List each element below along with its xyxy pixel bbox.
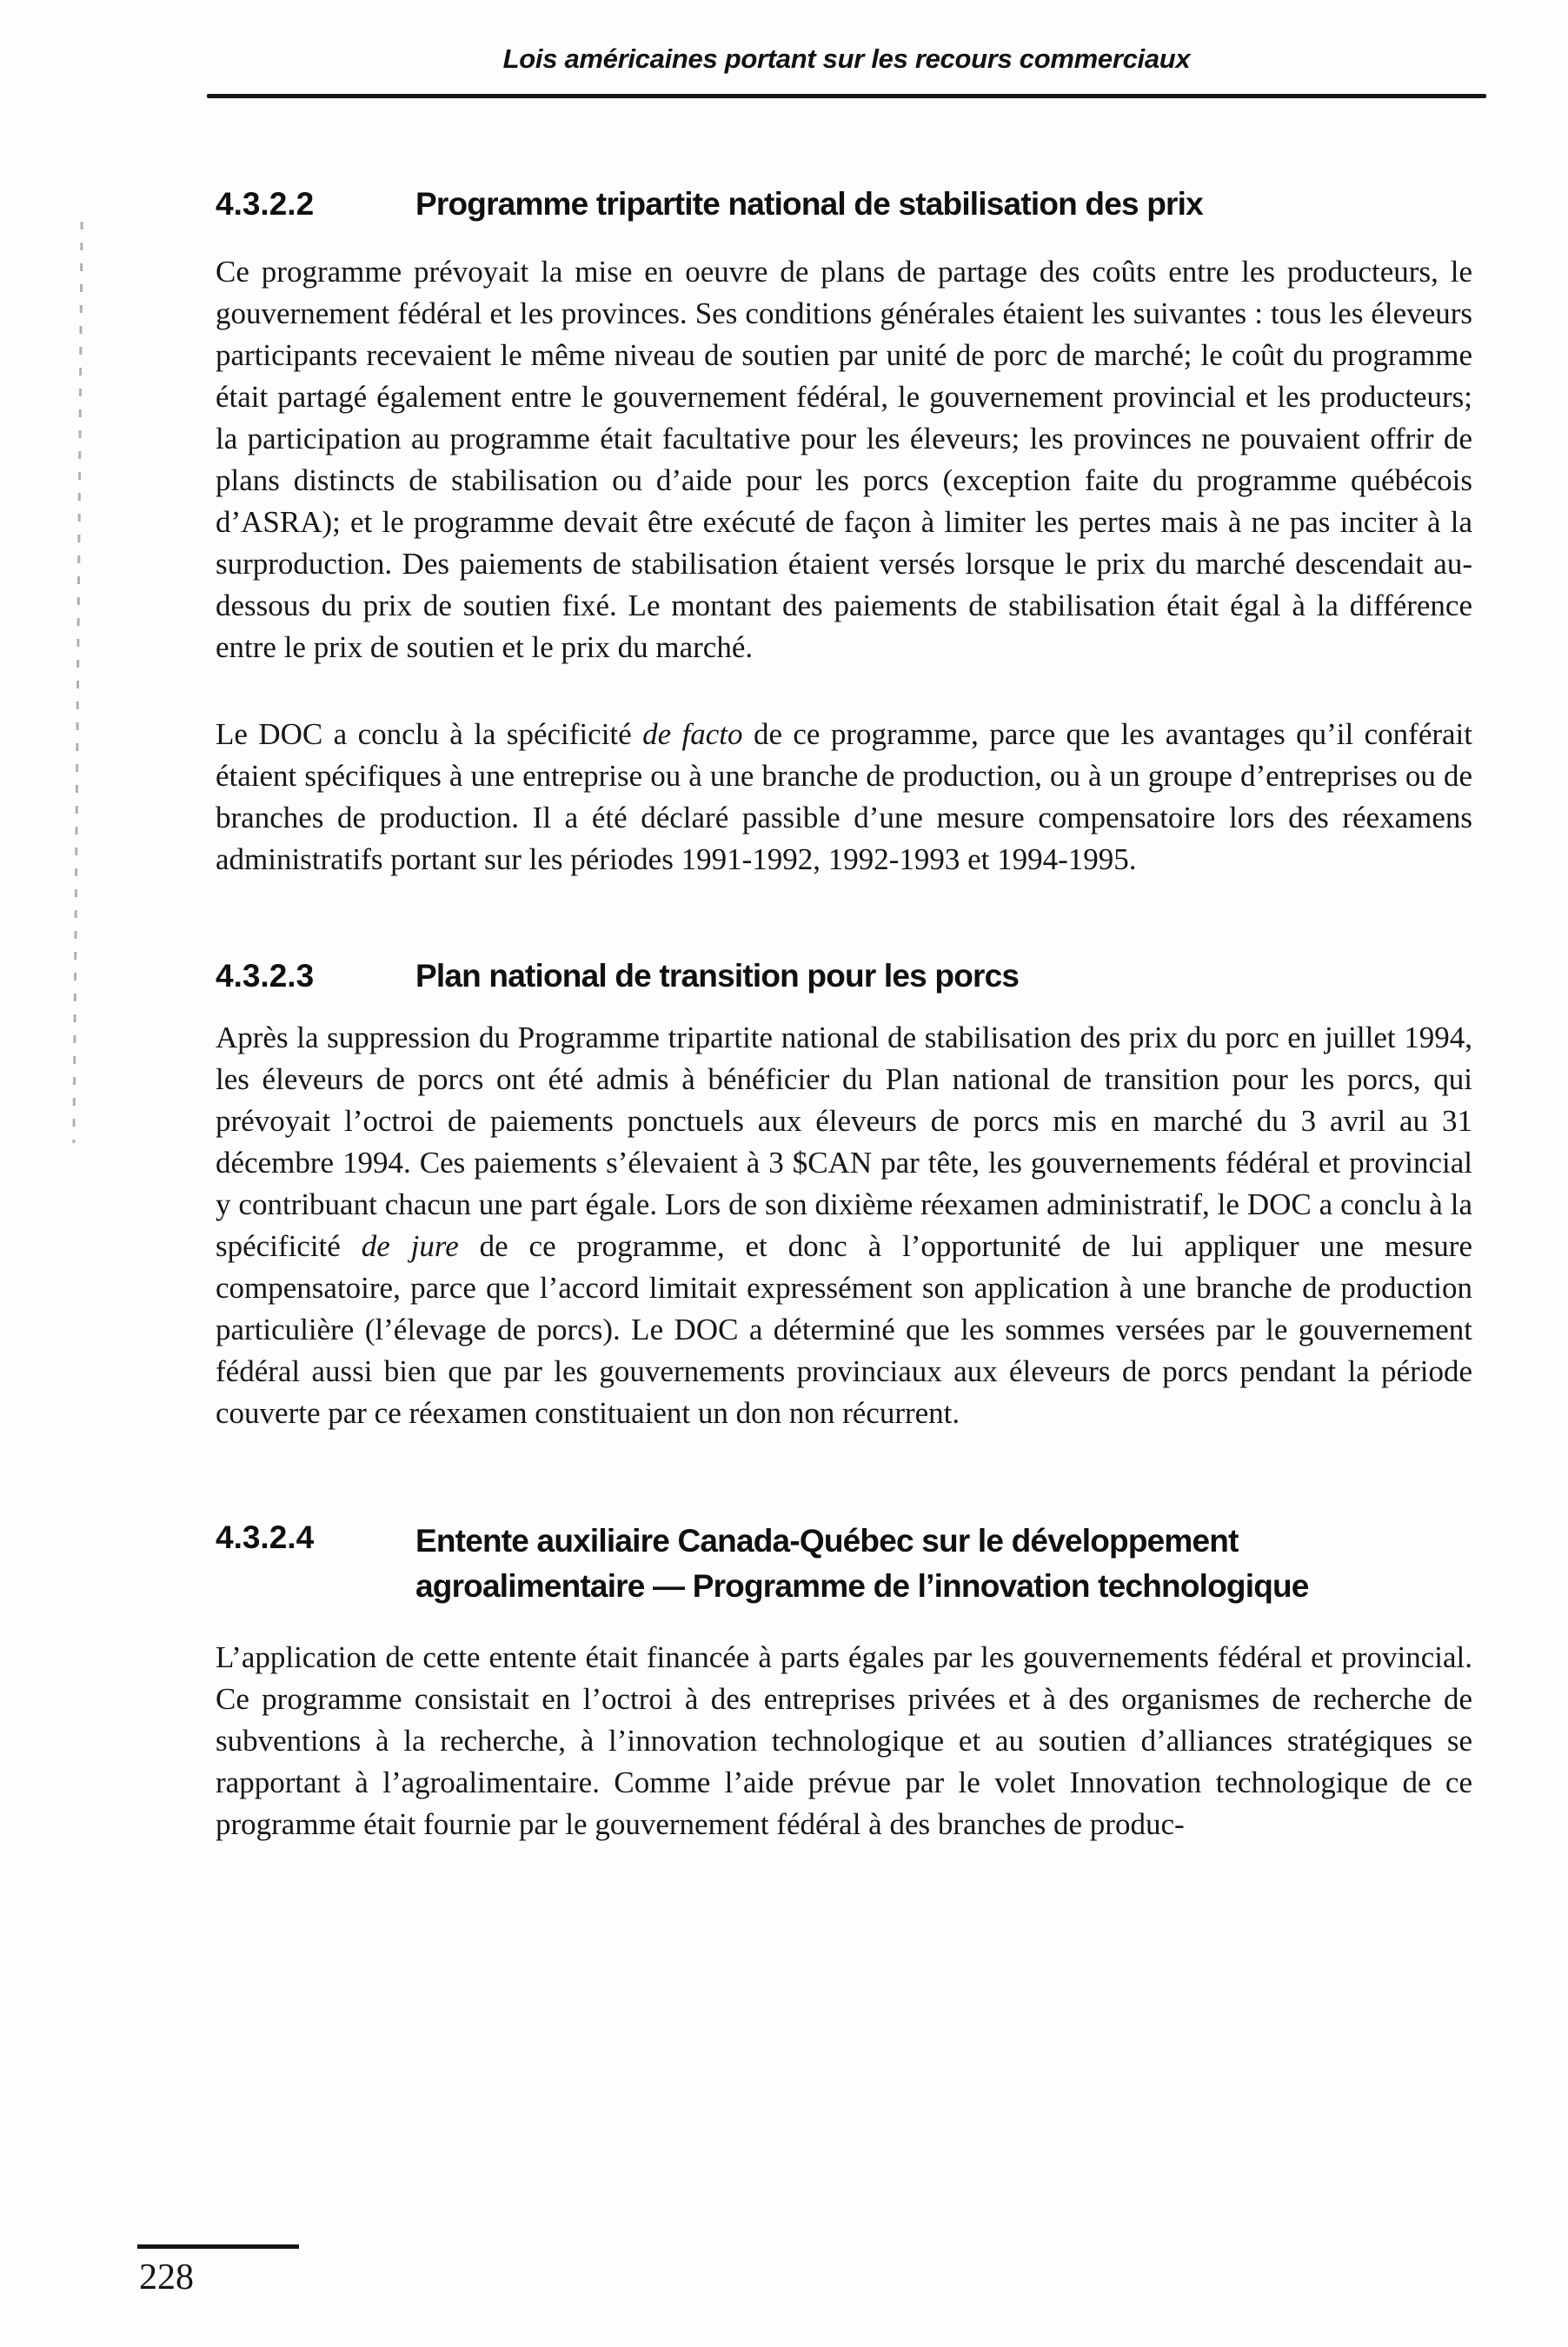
section-title-line: agroalimentaire — Programme de l’innovation technologique [415,1567,1309,1604]
section-number: 4.3.2.3 [216,958,315,994]
scan-artifact-line [72,222,83,1143]
section-title-line: Programme tripartite national de stabilisation des prix [415,186,1203,222]
section-4-3-2-4 [216,1519,1472,1845]
paragraph: Le DOC a conclu à la spécificité de facto de ce programme, parce que les avantages qu’il conférait étaient spécifiques à une entreprise ou à une branche de production, ou à un groupe d’entreprises ou de branches de production. Il a été déclaré passible d’une mesure compensatoire lors des réexamens administratifs portant sur les périodes 1991-1992, 1992-1993 et 1994-1995. [216,717,1472,877]
running-head-title: Lois américaines portant sur les recours commerciaux [502,43,1191,74]
section-heading [216,1519,1472,1609]
section-4-3-2-2 [216,185,1472,881]
section-4-3-2-3 [216,957,1472,1433]
paragraph: L’application de cette entente était financée à parts égales par les gouvernements fédéral et provincial. Ce programme consistait en l’octroi à des entreprises privées et à des organismes de recherche de subventions à la recherche, à l’innovation technologique et au soutien d’alliances stratégiques se rapportant à l’agroalimentaire. Comme l’aide prévue par le volet Innovation technologique de ce programme était fournie par le gouvernement fédéral à des branches de produc- [216,1639,1472,1841]
section-title [415,1519,1309,1609]
page-number: 228 [139,2257,194,2297]
paragraph: Ce programme prévoyait la mise en oeuvre de plans de partage des coûts entre les producteurs, le gouvernement fédéral et les provinces. Ses conditions générales étaient les suivantes : tous les éleveurs participants recevaient le même niveau de soutien par unité de porc de marché; le coût du programme était partagé également entre le gouvernement fédéral, le gouvernement provincial et les producteurs; la participation au programme était facultative pour les éleveurs; les provinces ne pouvaient offrir de plans distincts de stabilisation ou d’aide pour les porcs (exception faite du programme québécois d’ASRA); et le programme devait être exécuté de façon à limiter les pertes mais à ne pas inciter à la surproduction. Des paiements de stabilisation étaient versés lorsque le prix du marché descendait au-dessous du prix de soutien fixé. Le montant des paiements de stabilisation était égal à la différence entre le prix de soutien et le prix du marché. [216,255,1472,665]
header-rule [207,94,1486,98]
section-title [415,957,1019,995]
footer-rule [137,2244,299,2249]
section-title-line: Plan national de transition pour les porcs [415,958,1020,994]
section-title [415,185,1203,223]
paragraph: Après la suppression du Programme tripartite national de stabilisation des prix du porc en juillet 1994, les éleveurs de porcs ont été admis à bénéficier du Plan national de transition pour les porcs, qui prévoyait l’octroi de paiements ponctuels aux éleveurs de porcs mis en marché du 3 avril au 31 décembre 1994. Ces paiements s’élevaient à 3 $CAN par tête, les gouvernements fédéral et provincial y contribuant chacun une part égale. Lors de son dixième réexamen administratif, le DOC a conclu à la spécificité de jure de ce programme, et donc à l’opportunité de lui appliquer une mesure compensatoire, parce que l’accord limitait expressément son application à une branche de production particulière (l’élevage de porcs). Le DOC a déterminé que les sommes versées par le gouvernement fédéral aussi bien que par les gouvernements provinciaux aux éleveurs de porcs pendant la période couverte par ce réexamen constituaient un don non récurrent. [216,1020,1473,1430]
page-body [216,185,1472,1845]
section-number: 4.3.2.4 [216,1519,315,1555]
section-number: 4.3.2.2 [216,186,315,222]
section-heading [216,957,1472,995]
section-heading [216,185,1472,223]
section-title-line: Entente auxiliaire Canada-Québec sur le développement [415,1522,1239,1559]
page-header [207,0,1486,98]
